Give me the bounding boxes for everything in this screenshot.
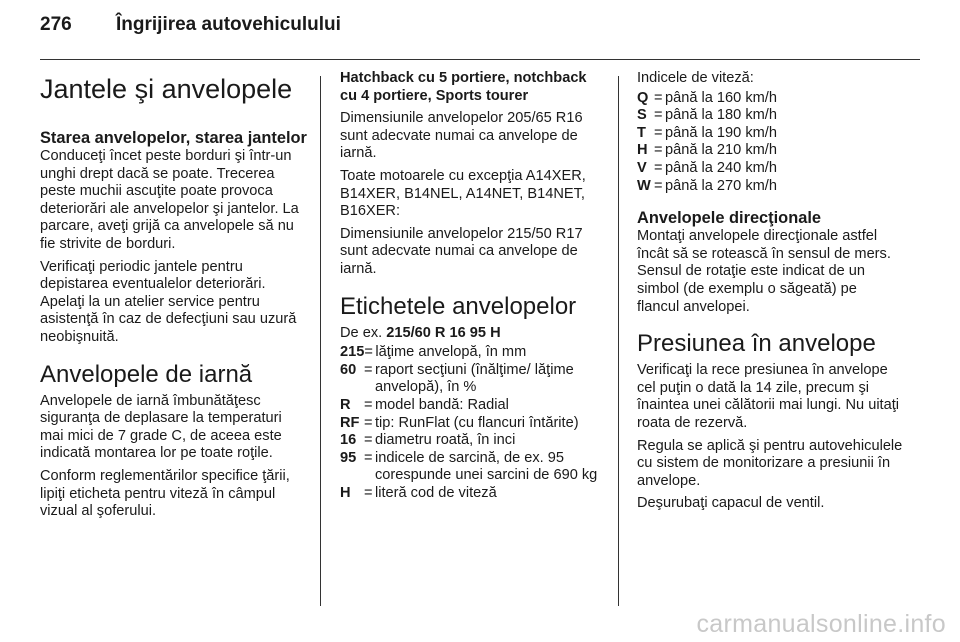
equals-sign: =: [654, 142, 663, 159]
equals-sign: =: [654, 107, 663, 124]
description: până la 240 km/h: [665, 159, 777, 176]
term: Q: [637, 89, 649, 106]
description: diametru roată, în inci: [375, 432, 516, 449]
equals-sign: =: [654, 89, 663, 106]
description: lăţime anvelopă, în mm: [375, 344, 527, 361]
equals-sign: =: [654, 124, 663, 141]
description: literă cod de viteză: [375, 484, 497, 501]
section-heading-winter: Anvelopele de iarnă: [40, 360, 253, 388]
speed-row: [637, 178, 903, 196]
term: H: [637, 142, 648, 159]
column-1: [40, 70, 308, 526]
definition-row: [340, 485, 606, 503]
definition-row: [340, 450, 606, 485]
description: raport secţiuni (înălţime/ lăţime anvelopă), în %: [375, 361, 574, 396]
example-line: [340, 325, 606, 343]
definition-row: [340, 432, 606, 450]
column-divider-2: [618, 76, 619, 606]
paragraph: Dimensiunile anvelopelor 215/50 R17 sunt adecvate numai ca anvelope de iarnă.: [340, 225, 583, 277]
watermark: carmanualsonline.info: [696, 610, 946, 638]
paragraph: Anvelopele de iarnă îmbunătăţesc siguranţa de deplasare la temperaturi mai mici de 7 grade C, de aceea este indicată montarea lor pe toate roţile.: [40, 392, 282, 462]
equals-sign: =: [364, 344, 373, 361]
section-heading-labels: Etichetele anvelopelor: [340, 292, 577, 320]
paragraph: Conduceţi încet peste borduri şi într-un unghi drept dacă se poate. Trecerea peste muchii ascuţite poate provoca deteriorări ale anvelopelor şi jantelor. La parcare, aveţi grijă ca anvelopele să nu fie strivite de borduri.: [40, 148, 299, 252]
column-divider-1: [320, 76, 321, 606]
speed-intro: Indicele de viteză:: [637, 70, 754, 86]
speed-row: [637, 142, 903, 160]
description: până la 160 km/h: [665, 89, 777, 106]
page-header: [40, 14, 341, 36]
term: T: [637, 124, 646, 141]
definition-row: [340, 344, 606, 362]
term: 60: [340, 361, 357, 378]
paragraph: Dimensiunile anvelopelor 205/65 R16 sunt adecvate numai ca anvelope de iarnă.: [340, 110, 583, 162]
definition-row: [340, 415, 606, 433]
term: V: [637, 159, 647, 176]
description: până la 190 km/h: [665, 124, 777, 141]
equals-sign: =: [364, 414, 373, 431]
equals-sign: =: [654, 177, 663, 194]
speed-row: [637, 125, 903, 143]
description: până la 210 km/h: [665, 142, 777, 159]
term: R: [340, 396, 351, 413]
equals-sign: =: [364, 361, 373, 378]
equals-sign: =: [364, 449, 373, 466]
speed-list: [637, 90, 903, 196]
definition-list: [340, 344, 606, 502]
example-code: 215/60 R 16 95 H: [386, 324, 501, 341]
header-rule: [40, 59, 920, 60]
definition-row: [340, 397, 606, 415]
speed-row: [637, 160, 903, 178]
example-prefix: De ex.: [340, 324, 387, 341]
equals-sign: =: [364, 484, 373, 501]
equals-sign: =: [364, 396, 373, 413]
description: model bandă: Radial: [375, 396, 509, 413]
term: W: [637, 177, 651, 194]
paragraph: Toate motoarele cu excepţia A14XER, B14XER, B14NEL, A14NET, B14NET, B16XER:: [340, 167, 586, 220]
column-3: [637, 70, 903, 518]
speed-row: [637, 107, 903, 125]
term: RF: [340, 414, 360, 431]
description: tip: RunFlat (cu flancuri întărite): [375, 414, 579, 431]
section-heading-condition: Starea anvelopelor, starea jantelor: [40, 129, 307, 147]
definition-row: [340, 362, 606, 397]
description: până la 180 km/h: [665, 107, 777, 124]
variant-heading: Hatchback cu 5 portiere, notchback cu 4 portiere, Sports tourer: [340, 70, 587, 104]
term: H: [340, 484, 351, 501]
description: până la 270 km/h: [665, 177, 777, 194]
term: 16: [340, 432, 357, 449]
paragraph: Regula se aplică şi pentru autovehiculele cu sistem de monitorizare a presiunii în anvelope.: [637, 437, 903, 489]
paragraph: Verificaţi la rece presiunea în anvelope cel puţin o dată la 14 zile, precum şi înaintea unei călătorii mai lungi. Nu uitaţi roata de rezervă.: [637, 362, 900, 431]
section-title: Îngrijirea autovehiculului: [116, 14, 341, 35]
term: 215: [340, 344, 365, 361]
chapter-title: Jantele şi anvelopele: [40, 74, 293, 104]
paragraph: Montaţi anvelopele direcţionale astfel încât să se rotească în sensul de mers. Sensul de rotaţie este indicat de un simbol (de exemplu o săgeată) pe flancul anvelopei.: [637, 228, 891, 315]
page-number: 276: [40, 14, 72, 35]
section-heading-pressure: Presiunea în anvelope: [637, 330, 876, 358]
description: indicele de sarcină, de ex. 95 corespunde unei sarcini de 690 kg: [375, 449, 598, 484]
paragraph: Conform reglementărilor specifice ţării, lipiţi eticheta pentru viteză în câmpul vizual al şoferului.: [40, 467, 290, 520]
equals-sign: =: [364, 432, 373, 449]
paragraph: Deşurubaţi capacul de ventil.: [637, 495, 825, 512]
paragraph: Verificaţi periodic jantele pentru depistarea eventualelor deteriorări. Apelaţi la un atelier service pentru asistenţă în caz de defecţiuni sau uzură neobişnuită.: [40, 258, 297, 345]
section-heading-directional: Anvelopele direcţionale: [637, 209, 821, 228]
equals-sign: =: [654, 159, 663, 176]
speed-row: [637, 90, 903, 108]
column-2: [340, 70, 606, 502]
term: 95: [340, 449, 357, 466]
term: S: [637, 107, 647, 124]
